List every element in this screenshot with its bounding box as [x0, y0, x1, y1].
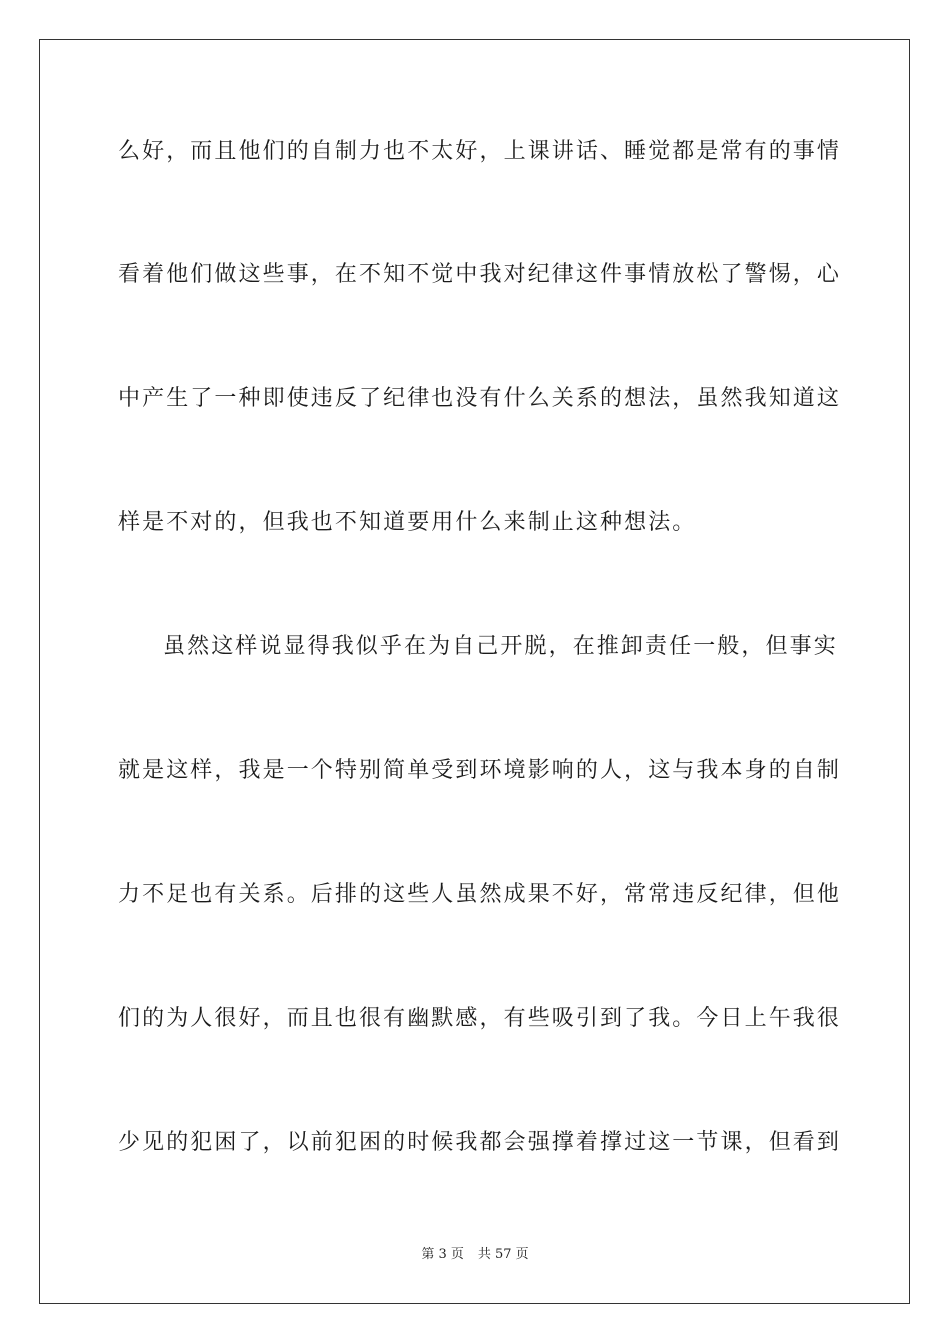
body-text-line: 中产生了一种即使违反了纪律也没有什么关系的想法，虽然我知道这	[118, 386, 842, 411]
page-number: 第 3 页	[421, 1247, 464, 1262]
page-total: 共 57 页	[477, 1247, 529, 1262]
body-text-line: 力不足也有关系。后排的这些人虽然成果不好，常常违反纪律，但他	[118, 882, 842, 907]
page-footer	[0, 1246, 950, 1264]
body-text-line: 们的为人很好，而且也很有幽默感，有些吸引到了我。今日上午我很	[118, 1006, 842, 1031]
body-text-line: 样是不对的，但我也不知道要用什么来制止这种想法。	[118, 510, 697, 535]
page-border	[39, 39, 910, 1304]
body-text-line: 少见的犯困了，以前犯困的时候我都会强撑着撑过这一节课，但看到	[118, 1130, 842, 1155]
paragraph-first-line: 虽然这样说显得我似乎在为自己开脱，在推卸责任一般，但事实	[163, 634, 838, 659]
body-text-line: 么好，而且他们的自制力也不太好，上课讲话、睡觉都是常有的事情	[118, 139, 842, 164]
body-text-line: 看着他们做这些事，在不知不觉中我对纪律这件事情放松了警惕，心	[118, 262, 842, 287]
body-text-line: 就是这样，我是一个特别简单受到环境影响的人，这与我本身的自制	[118, 758, 842, 783]
